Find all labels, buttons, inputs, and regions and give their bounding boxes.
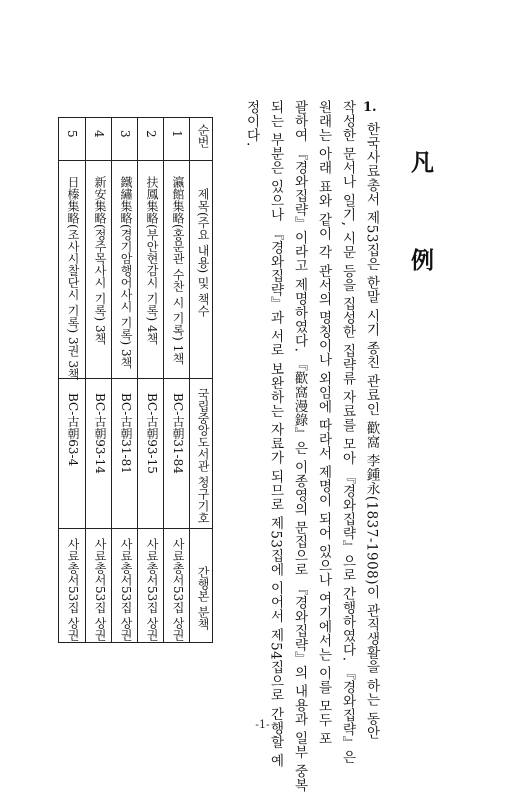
- volume-table: [58, 117, 213, 643]
- header-call-number: 국립중앙도서관 청구기호: [196, 388, 210, 524]
- row-number: 4: [92, 130, 106, 138]
- page-number: -1-: [255, 718, 270, 731]
- row-call-number: BC-古朝31-84: [171, 393, 185, 474]
- row-number: 3: [118, 130, 132, 138]
- row-title: 日榛集略(조사시찰단시 기록) 3권 3책: [66, 176, 80, 381]
- header-volume: 간행본 분책: [196, 566, 210, 630]
- row-number: 1: [170, 130, 184, 138]
- paragraph-line-2: 작성한 문서나 일기, 시문 등을 집성한 집략류 자료를 모아 『경와집략』으로 간행하였다. 『경와집략』은: [339, 100, 356, 765]
- item-number: 1.: [363, 100, 377, 115]
- row-call-number: BC-古朝93-14: [93, 393, 107, 474]
- table-row: [59, 118, 85, 642]
- row-volume: 사료총서53집 상권: [93, 538, 107, 642]
- header-title: 제목(주요 내용) 및 책수: [196, 188, 210, 317]
- row-volume: 사료총서53집 상권: [171, 538, 185, 642]
- table-row: [85, 118, 111, 642]
- table-header-row: [189, 118, 214, 642]
- row-call-number: BC-古朝93-15: [145, 393, 159, 474]
- row-number: 5: [65, 130, 79, 138]
- row-number: 2: [144, 130, 158, 138]
- paragraph-line-4: 괄하여 『경와집략』이라고 제명하였다. 『歡窩漫錄』은 이종영의 문집으로 『경와집략』의 내용과 일부 중복: [291, 100, 308, 792]
- header-number: 순번: [196, 124, 210, 148]
- paragraph-line-6: 정이다.: [243, 100, 260, 147]
- page-title: 凡 例: [407, 150, 434, 297]
- row-volume: 사료총서53집 상권: [145, 538, 159, 642]
- row-call-number: BC-古朝31-81: [119, 393, 133, 474]
- row-title: 新安集略(정주목사시 기록) 3책: [93, 176, 107, 345]
- row-volume: 사료총서53집 상권: [119, 538, 133, 642]
- row-title: 瀛館集略(홍문관 수찬 시 기록) 1책: [171, 176, 185, 365]
- paragraph-line-5: 되는 부분은 있으나 『경와집략』과 서로 보완하는 자료가 되므로 제53집에 이어서 제54집으로 간행할 예: [267, 100, 284, 768]
- table-row: [111, 118, 137, 642]
- paragraph-line-3: 원래는 아래 표와 같이 각 관서의 명칭이나 외임에 따라서 제명이 되어 있으나 여기에서는 이를 모두 포: [315, 100, 332, 746]
- table-row: [137, 118, 163, 642]
- row-title: 扶鳳集略(부안현감시 기록) 4책: [145, 176, 159, 345]
- table-row: [163, 118, 189, 642]
- paragraph-line-1: 한국사료총서 제53집은 한말 시기 종친 관료인 歡窩 李鍾永(1837-1908)이 관직생활을 하는 동안: [363, 122, 380, 740]
- row-volume: 사료총서53집 상권: [66, 538, 80, 642]
- row-title: 鐵繡集略(경기암행어사시 기록) 3책: [119, 176, 133, 369]
- row-call-number: BC-古朝63-4: [66, 393, 80, 467]
